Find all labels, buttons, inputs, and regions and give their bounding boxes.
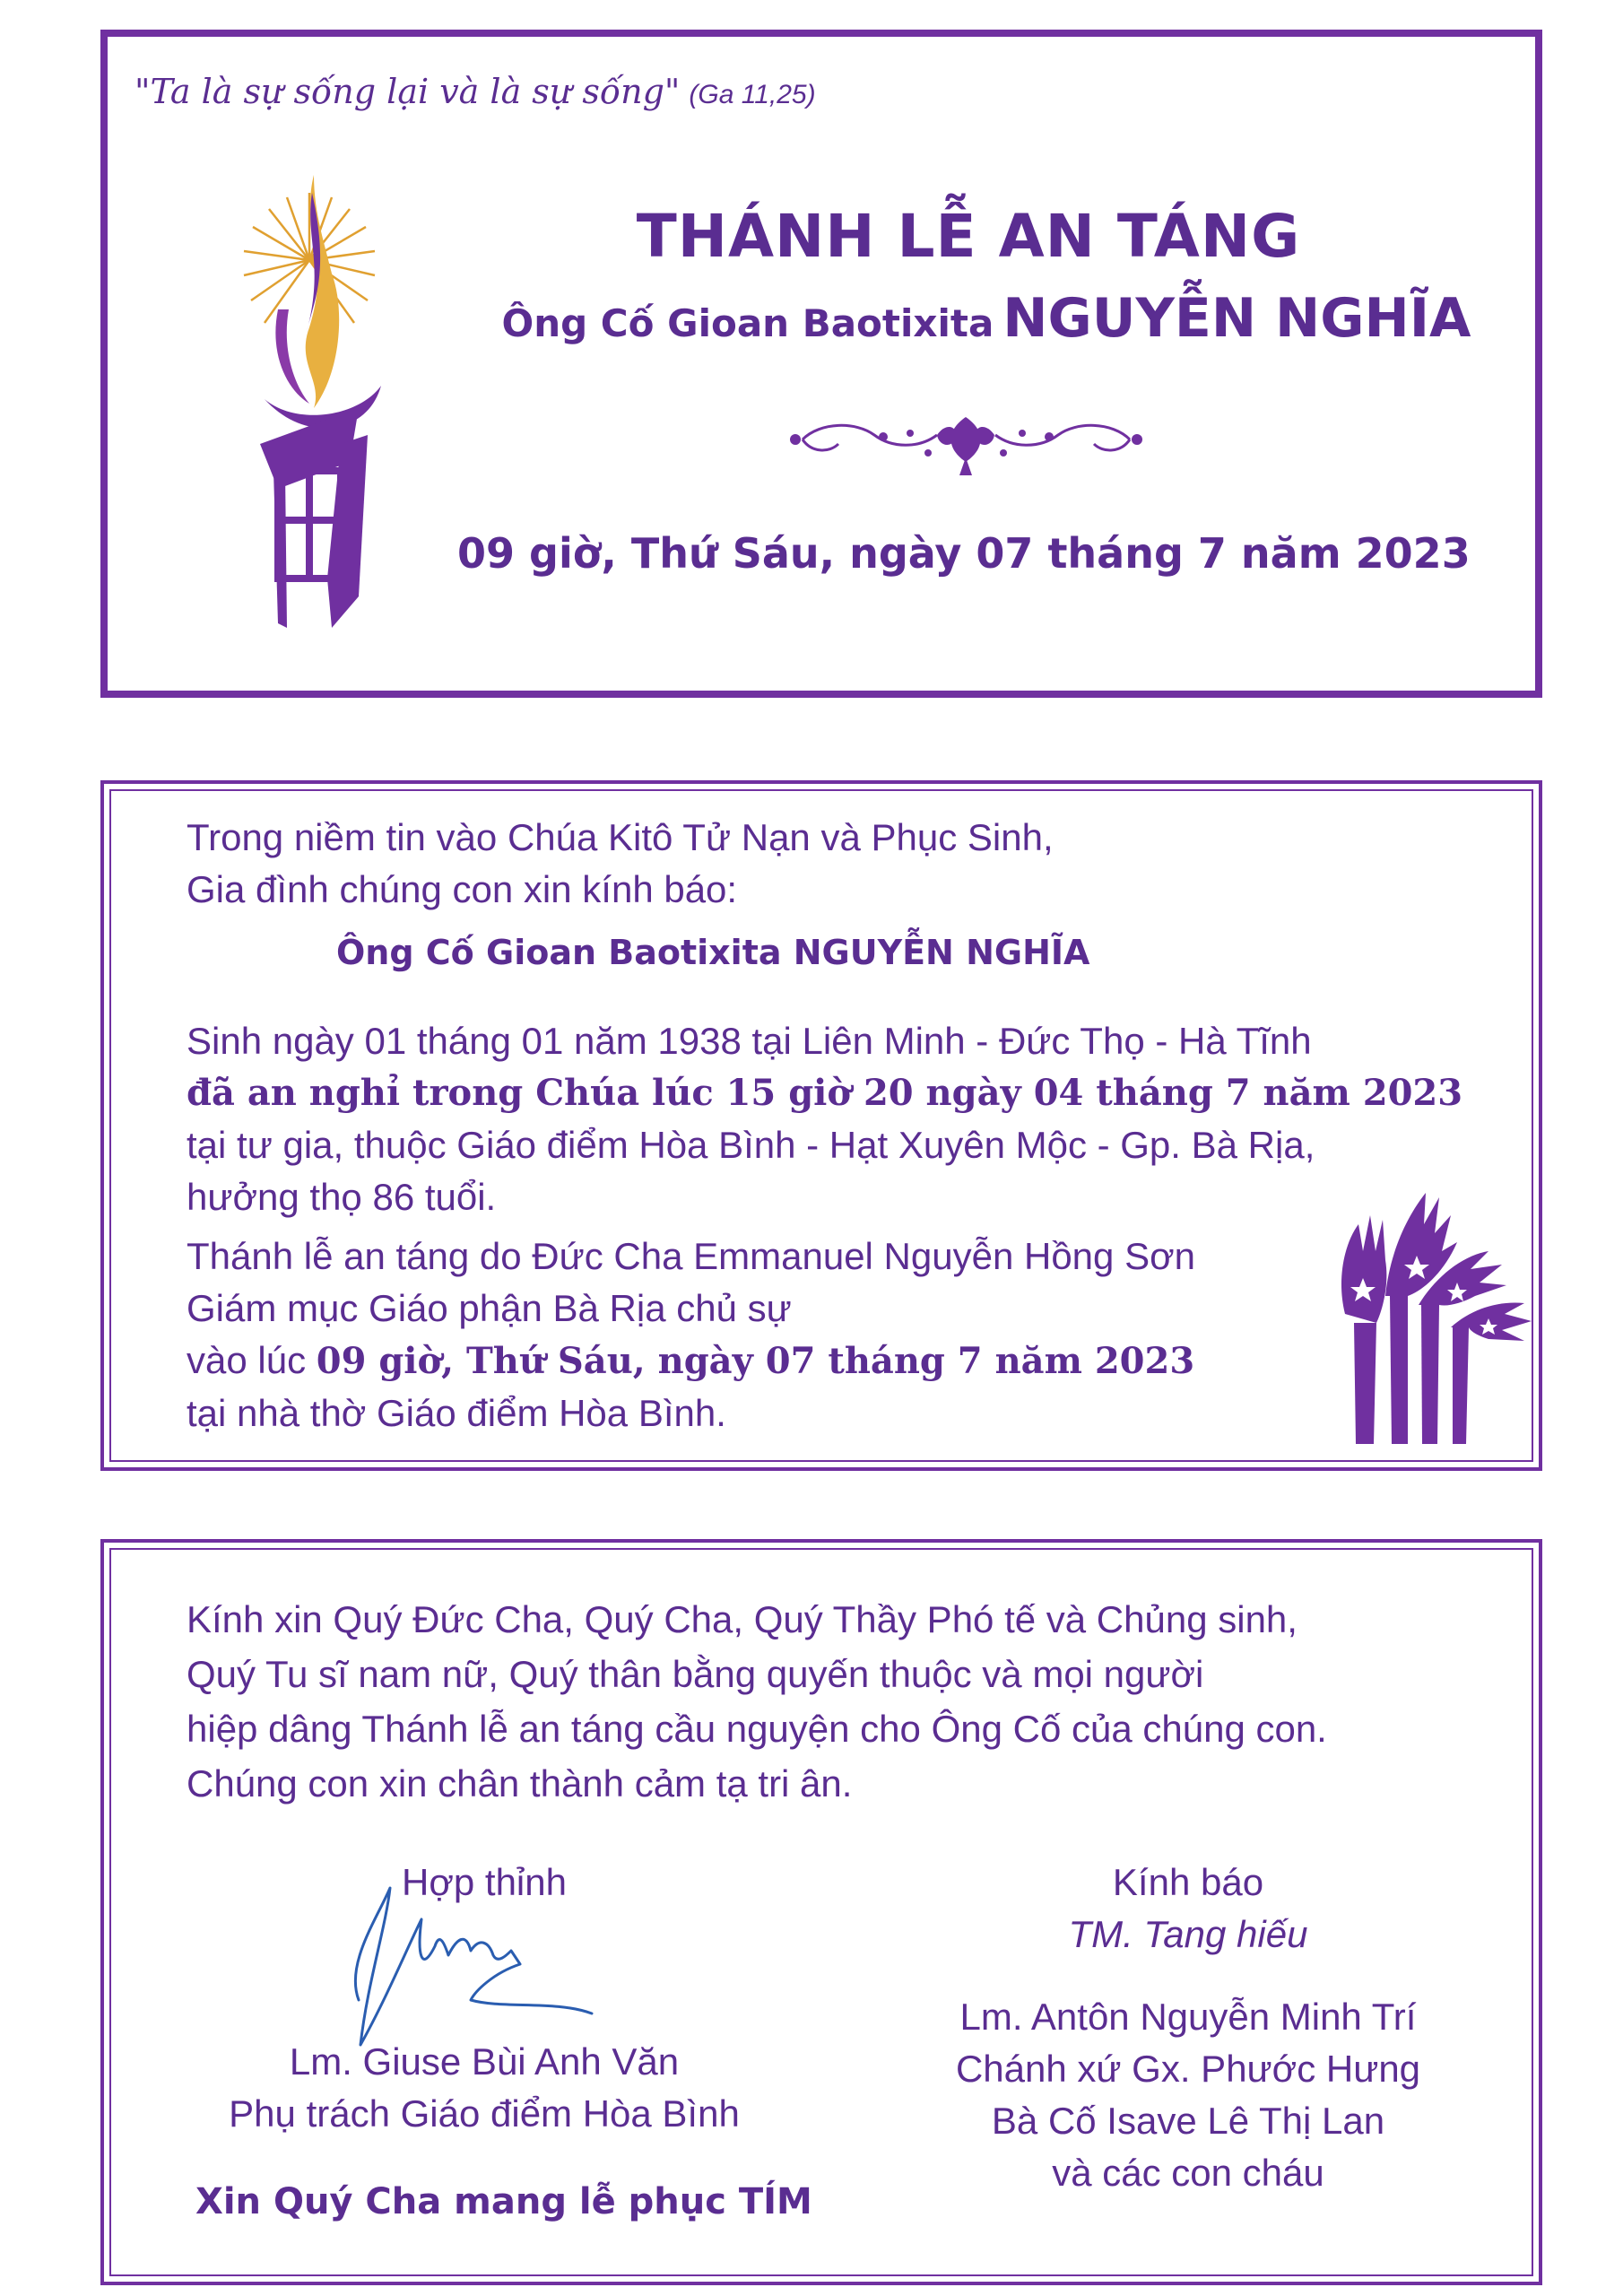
quote-text: "Ta là sự sống lại và là sự sống" [135,72,681,111]
death-line: đã an nghỉ trong Chúa lúc 15 giờ 20 ngày 04 tháng 7 năm 2023 [187,1072,1463,1114]
deceased-full-name: Ông Cố Gioan Baotixita NGUYỄN NGHĨA [336,933,1090,972]
deceased-prefix: Ông Cố Gioan Baotixita [501,301,994,345]
request-line: Chúng con xin chân thành cảm tạ tri ân. [187,1762,853,1805]
place-line: tại tư gia, thuộc Giáo điểm Hòa Bình - Hạt Xuyên Mộc - Gp. Bà Rịa, [187,1124,1315,1166]
handwritten-signature [323,1866,619,2054]
right-signature-heading [897,1857,1480,1961]
birth-line: Sinh ngày 01 tháng 01 năm 1938 tại Liên Minh - Đức Thọ - Hà Tĩnh [187,1020,1312,1062]
main-title: THÁNH LỄ AN TÁNG [636,202,1301,271]
mass-place-line: tại nhà thờ Giáo điểm Hòa Bình. [187,1392,726,1434]
left-signer [170,2036,798,2140]
scripture-quote [135,72,816,111]
right-signer-line: và các con cháu [1052,2152,1324,2194]
mass-line-2: Giám mục Giáo phận Bà Rịa chủ sự [187,1287,792,1329]
right-signers [861,1973,1515,2199]
announcement-intro [187,812,1054,916]
right-signer-line: Chánh xứ Gx. Phước Hưng [955,2048,1421,2090]
right-signer-line: Bà Cố Isave Lê Thị Lan [991,2100,1385,2142]
intro-line: Gia đình chúng con xin kính báo: [187,868,738,910]
right-signer-line: Lm. Antôn Nguyễn Minh Trí [959,1996,1417,2038]
request-line: Kính xin Quý Đức Cha, Quý Cha, Quý Thầy Phó tế và Chủng sinh, [187,1598,1298,1640]
funeral-date: 09 giờ, Thứ Sáu, ngày 07 tháng 7 năm 2023 [457,529,1471,578]
mass-time: 09 giờ, Thứ Sáu, ngày 07 tháng 7 năm 2023 [316,1340,1195,1382]
mass-time-prefix: vào lúc [187,1339,307,1381]
request-line: Quý Tu sĩ nam nữ, Quý thân bằng quyến thuộc và mọi người [187,1653,1204,1695]
mass-details [187,1231,1195,1439]
age-line: hưởng thọ 86 tuổi. [187,1176,497,1218]
mass-time-line [187,1335,1195,1387]
announcement-details [187,1015,1462,1223]
vestment-note: Xin Quý Cha mang lễ phục TÍM [195,2181,812,2222]
request-line: hiệp dâng Thánh lễ an táng cầu nguyện cho Ông Cố của chúng con. [187,1708,1327,1750]
mass-line-1: Thánh lễ an táng do Đức Cha Emmanuel Nguyễn Hồng Sơn [187,1235,1195,1277]
intro-line: Trong niềm tin vào Chúa Kitô Tử Nạn và Phục Sinh, [187,816,1054,858]
right-subheading: TM. Tang hiếu [1068,1913,1308,1955]
raised-hands-icon [1336,1188,1533,1444]
left-signature-heading: Hợp thỉnh [402,1861,567,1903]
ornament-divider-icon [785,408,1148,480]
left-signer-role: Phụ trách Giáo điểm Hòa Bình [229,2092,740,2135]
right-heading: Kính báo [1112,1861,1264,1903]
request-text [187,1592,1327,1811]
quote-reference: (Ga 11,25) [689,80,816,109]
deceased-title [457,287,1515,350]
deceased-name: NGUYỄN NGHĨA [1002,287,1471,350]
candle-icon [224,175,404,632]
left-signer-name: Lm. Giuse Bùi Anh Văn [289,2040,680,2083]
